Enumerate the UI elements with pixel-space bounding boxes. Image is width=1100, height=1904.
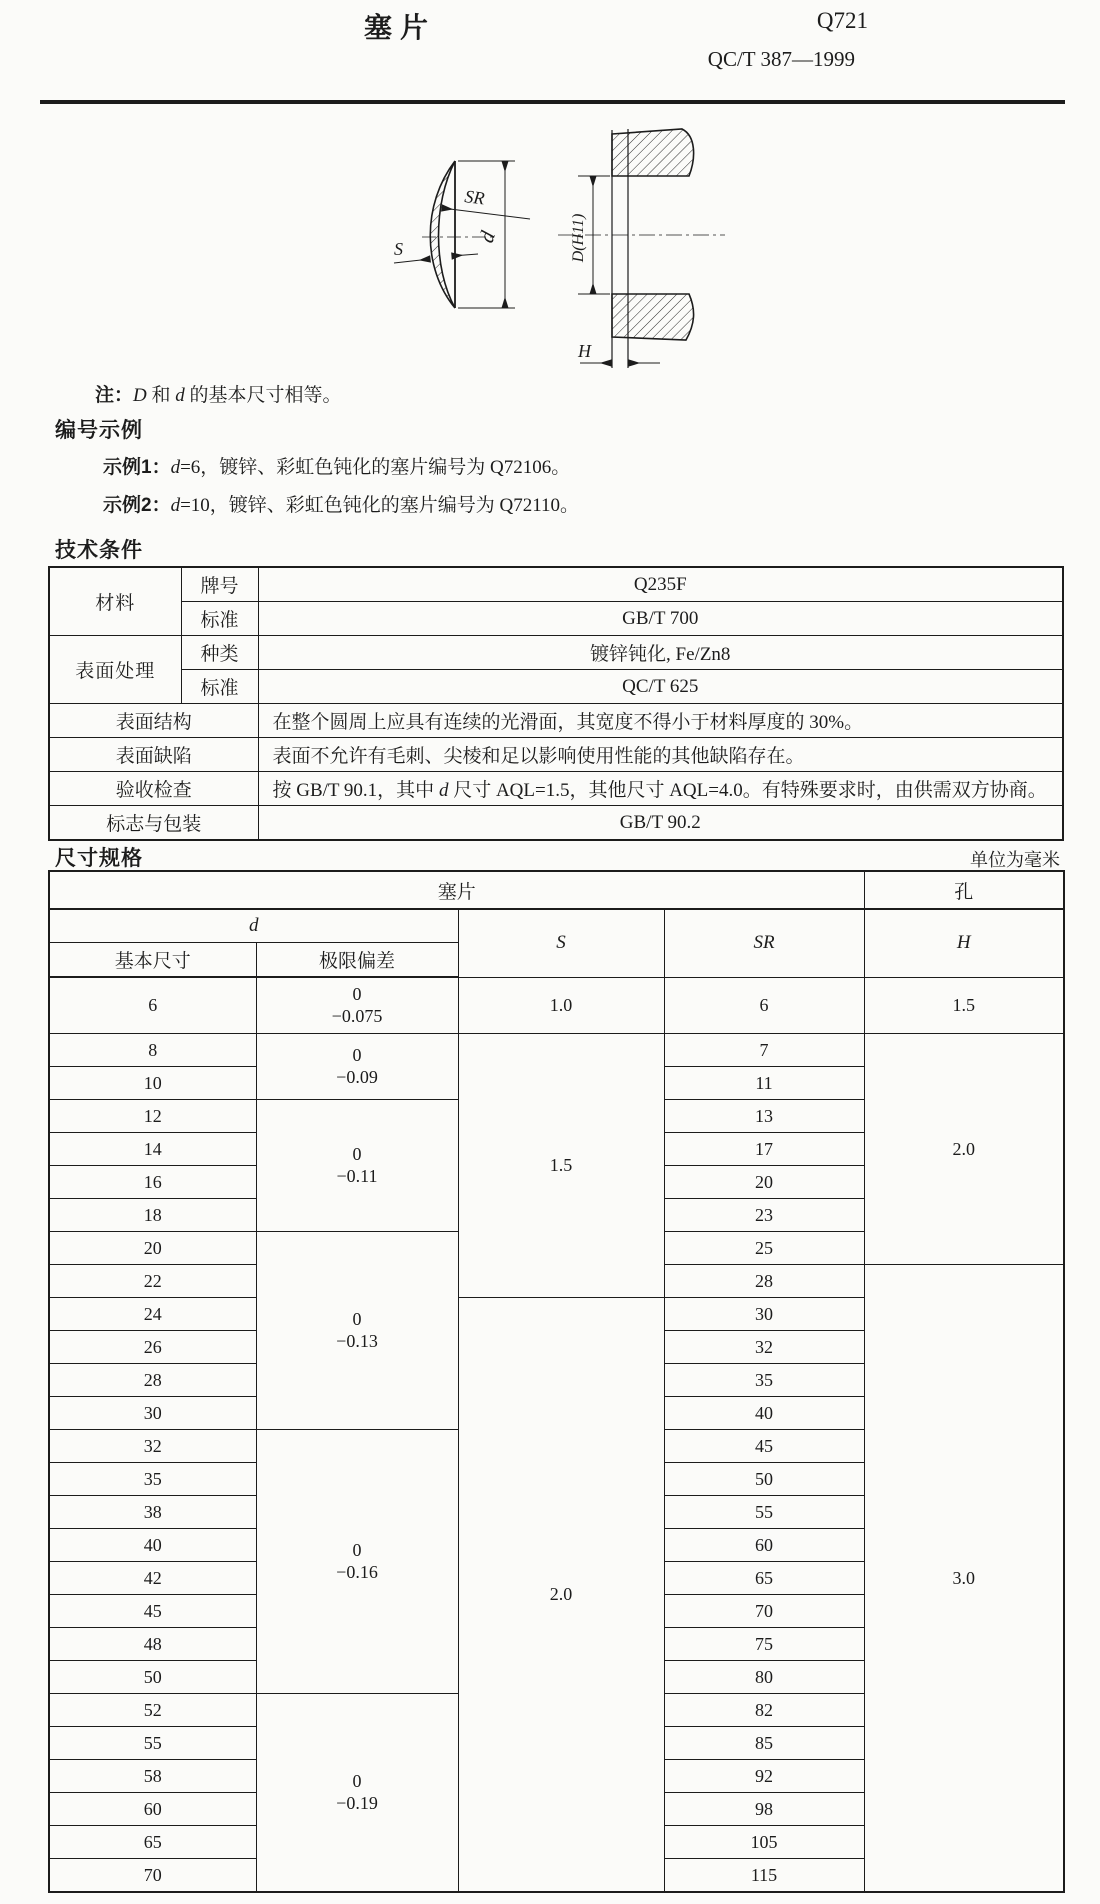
sr-value-cell: 45 — [664, 1430, 864, 1463]
inspection-pre: 按 GB/T 90.1，其中 — [272, 780, 439, 801]
basic-size-cell: 20 — [49, 1232, 256, 1265]
part-code: Q721 — [816, 8, 868, 33]
sr-value-cell: 50 — [664, 1463, 864, 1496]
hole-section-figure — [558, 129, 725, 368]
standard-number: QC/T 387—1999 — [707, 47, 855, 71]
example-1-var: d — [170, 457, 181, 478]
numbering-examples-heading: 编号示例 — [55, 419, 143, 442]
structure-value: 在整个圆周上应具有连续的光滑面，其宽度不得小于材料厚度的 30%。 — [258, 704, 1063, 738]
deviation-cell: 0 −0.09 — [256, 1034, 458, 1100]
sr-value-cell: 17 — [664, 1133, 864, 1166]
deviation-cell: 0 −0.11 — [256, 1100, 458, 1232]
basic-size-header: 基本尺寸 — [49, 943, 256, 978]
basic-size-cell: 42 — [49, 1562, 256, 1595]
dim-label-h: H — [578, 341, 591, 361]
table-row — [49, 704, 1063, 738]
deviation-header: 极限偏差 — [256, 943, 458, 978]
surface-type-value: 镀锌钝化, Fe/Zn8 — [258, 636, 1063, 670]
sr-value-cell: 25 — [664, 1232, 864, 1265]
s-value-cell: 2.0 — [458, 1298, 664, 1893]
sr-value-cell: 23 — [664, 1199, 864, 1232]
example-2-label: 示例2： — [103, 495, 171, 516]
size-table-body — [49, 977, 1064, 1892]
note-var-d: d — [175, 385, 185, 406]
note-mid: 和 — [146, 385, 176, 406]
surface-group-label: 表面处理 — [49, 636, 181, 704]
inspection-value — [258, 772, 1063, 806]
dim-label-sr: SR — [463, 186, 486, 209]
size-row — [49, 977, 1064, 1034]
tech-conditions-table — [48, 566, 1064, 841]
d-column-header: d — [49, 909, 458, 943]
inspection-var: d — [438, 780, 449, 801]
basic-size-cell: 8 — [49, 1034, 256, 1067]
sr-value-cell: 55 — [664, 1496, 864, 1529]
plug-disc-figure — [394, 161, 530, 308]
basic-size-cell: 50 — [49, 1661, 256, 1694]
sr-value-cell: 75 — [664, 1628, 864, 1661]
surface-standard-label: 标准 — [181, 670, 258, 704]
dim-label-bore: D(H11) — [570, 213, 587, 263]
material-standard-value: GB/T 700 — [258, 602, 1063, 636]
basic-size-cell: 55 — [49, 1727, 256, 1760]
sr-value-cell: 30 — [664, 1298, 864, 1331]
h-value-cell: 2.0 — [864, 1034, 1064, 1265]
deviation-cell: 0 −0.16 — [256, 1430, 458, 1694]
table-row — [49, 567, 1063, 602]
deviation-cell: 0 −0.13 — [256, 1232, 458, 1430]
sr-value-cell: 7 — [664, 1034, 864, 1067]
basic-size-cell: 12 — [49, 1100, 256, 1133]
example-2 — [103, 490, 579, 517]
size-spec-table — [48, 870, 1065, 1893]
defect-value: 表面不允许有毛刺、尖棱和足以影响使用性能的其他缺陷存在。 — [258, 738, 1063, 772]
sr-value-cell: 80 — [664, 1661, 864, 1694]
surface-standard-value: QC/T 625 — [258, 670, 1063, 704]
table-row — [49, 871, 1064, 909]
sr-value-cell: 60 — [664, 1529, 864, 1562]
brand-label: 牌号 — [181, 567, 258, 602]
deviation-cell: 0 −0.075 — [256, 977, 458, 1034]
material-group-label: 材料 — [49, 567, 181, 636]
basic-size-cell: 6 — [49, 977, 256, 1034]
sr-value-cell: 11 — [664, 1067, 864, 1100]
basic-size-cell: 40 — [49, 1529, 256, 1562]
tech-conditions-heading: 技术条件 — [55, 539, 143, 562]
sr-value-cell: 92 — [664, 1760, 864, 1793]
material-standard-label: 标准 — [181, 602, 258, 636]
basic-size-cell: 60 — [49, 1793, 256, 1826]
basic-size-cell: 28 — [49, 1364, 256, 1397]
sr-value-cell: 65 — [664, 1562, 864, 1595]
basic-size-cell: 48 — [49, 1628, 256, 1661]
basic-size-cell: 16 — [49, 1166, 256, 1199]
hole-group-header: 孔 — [864, 871, 1064, 909]
sr-value-cell: 13 — [664, 1100, 864, 1133]
basic-size-cell: 10 — [49, 1067, 256, 1100]
basic-size-cell: 65 — [49, 1826, 256, 1859]
basic-size-cell: 52 — [49, 1694, 256, 1727]
s-column-header: S — [458, 909, 664, 977]
example-1-label: 示例1： — [103, 457, 171, 478]
table-row — [49, 909, 1064, 943]
table-row — [49, 806, 1063, 841]
sr-value-cell: 82 — [664, 1694, 864, 1727]
header-rule — [40, 100, 1065, 104]
technical-drawing — [330, 116, 790, 388]
note-label: 注： — [95, 385, 134, 406]
sr-value-cell: 20 — [664, 1166, 864, 1199]
drawing-svg — [330, 116, 790, 388]
sr-value-cell: 40 — [664, 1397, 864, 1430]
sr-value-cell: 115 — [664, 1859, 864, 1893]
s-value-cell: 1.5 — [458, 1034, 664, 1298]
note-line — [95, 380, 342, 407]
note-suffix: 的基本尺寸相等。 — [184, 385, 342, 406]
marking-value: GB/T 90.2 — [258, 806, 1063, 841]
surface-type-label: 种类 — [181, 636, 258, 670]
table-row — [49, 636, 1063, 670]
table-row — [49, 670, 1063, 704]
dim-label-d: d — [473, 228, 500, 246]
note-var-D: D — [133, 385, 147, 406]
example-2-text: =10，镀锌、彩虹色钝化的塞片编号为 Q72110。 — [180, 495, 580, 516]
dim-label-s: S — [394, 239, 403, 259]
sr-column-header: SR — [664, 909, 864, 977]
basic-size-cell: 24 — [49, 1298, 256, 1331]
h-value-cell: 3.0 — [864, 1265, 1064, 1893]
sr-value-cell: 98 — [664, 1793, 864, 1826]
sr-value-cell: 28 — [664, 1265, 864, 1298]
basic-size-cell: 70 — [49, 1859, 256, 1893]
sr-value-cell: 32 — [664, 1331, 864, 1364]
table-row — [49, 602, 1063, 636]
sr-value-cell: 6 — [664, 977, 864, 1034]
s-value-cell: 1.0 — [458, 977, 664, 1034]
sr-value-cell: 70 — [664, 1595, 864, 1628]
example-2-var: d — [170, 495, 181, 516]
basic-size-cell: 32 — [49, 1430, 256, 1463]
example-1-text: =6，镀锌、彩虹色钝化的塞片编号为 Q72106。 — [180, 457, 571, 478]
basic-size-cell: 30 — [49, 1397, 256, 1430]
structure-label: 表面结构 — [49, 704, 258, 738]
plug-group-header: 塞片 — [49, 871, 864, 909]
h-column-header: H — [864, 909, 1064, 977]
inspection-post: 尺寸 AQL=1.5，其他尺寸 AQL=4.0。有特殊要求时，由供需双方协商。 — [448, 780, 1047, 801]
basic-size-cell: 35 — [49, 1463, 256, 1496]
inspection-label: 验收检查 — [49, 772, 258, 806]
sr-value-cell: 105 — [664, 1826, 864, 1859]
sr-value-cell: 35 — [664, 1364, 864, 1397]
example-1 — [103, 452, 570, 479]
basic-size-cell: 26 — [49, 1331, 256, 1364]
table-row — [49, 738, 1063, 772]
basic-size-cell: 22 — [49, 1265, 256, 1298]
size-row — [49, 1034, 1064, 1067]
basic-size-cell: 38 — [49, 1496, 256, 1529]
defect-label: 表面缺陷 — [49, 738, 258, 772]
unit-note: 单位为毫米 — [970, 850, 1060, 870]
basic-size-cell: 14 — [49, 1133, 256, 1166]
h-value-cell: 1.5 — [864, 977, 1064, 1034]
brand-value: Q235F — [258, 567, 1063, 602]
basic-size-cell: 58 — [49, 1760, 256, 1793]
size-spec-heading: 尺寸规格 — [55, 847, 143, 870]
basic-size-cell: 45 — [49, 1595, 256, 1628]
basic-size-cell: 18 — [49, 1199, 256, 1232]
table-row — [49, 772, 1063, 806]
sr-value-cell: 85 — [664, 1727, 864, 1760]
deviation-cell: 0 −0.19 — [256, 1694, 458, 1893]
marking-label: 标志与包装 — [49, 806, 258, 841]
page-title: 塞片 — [363, 12, 436, 43]
